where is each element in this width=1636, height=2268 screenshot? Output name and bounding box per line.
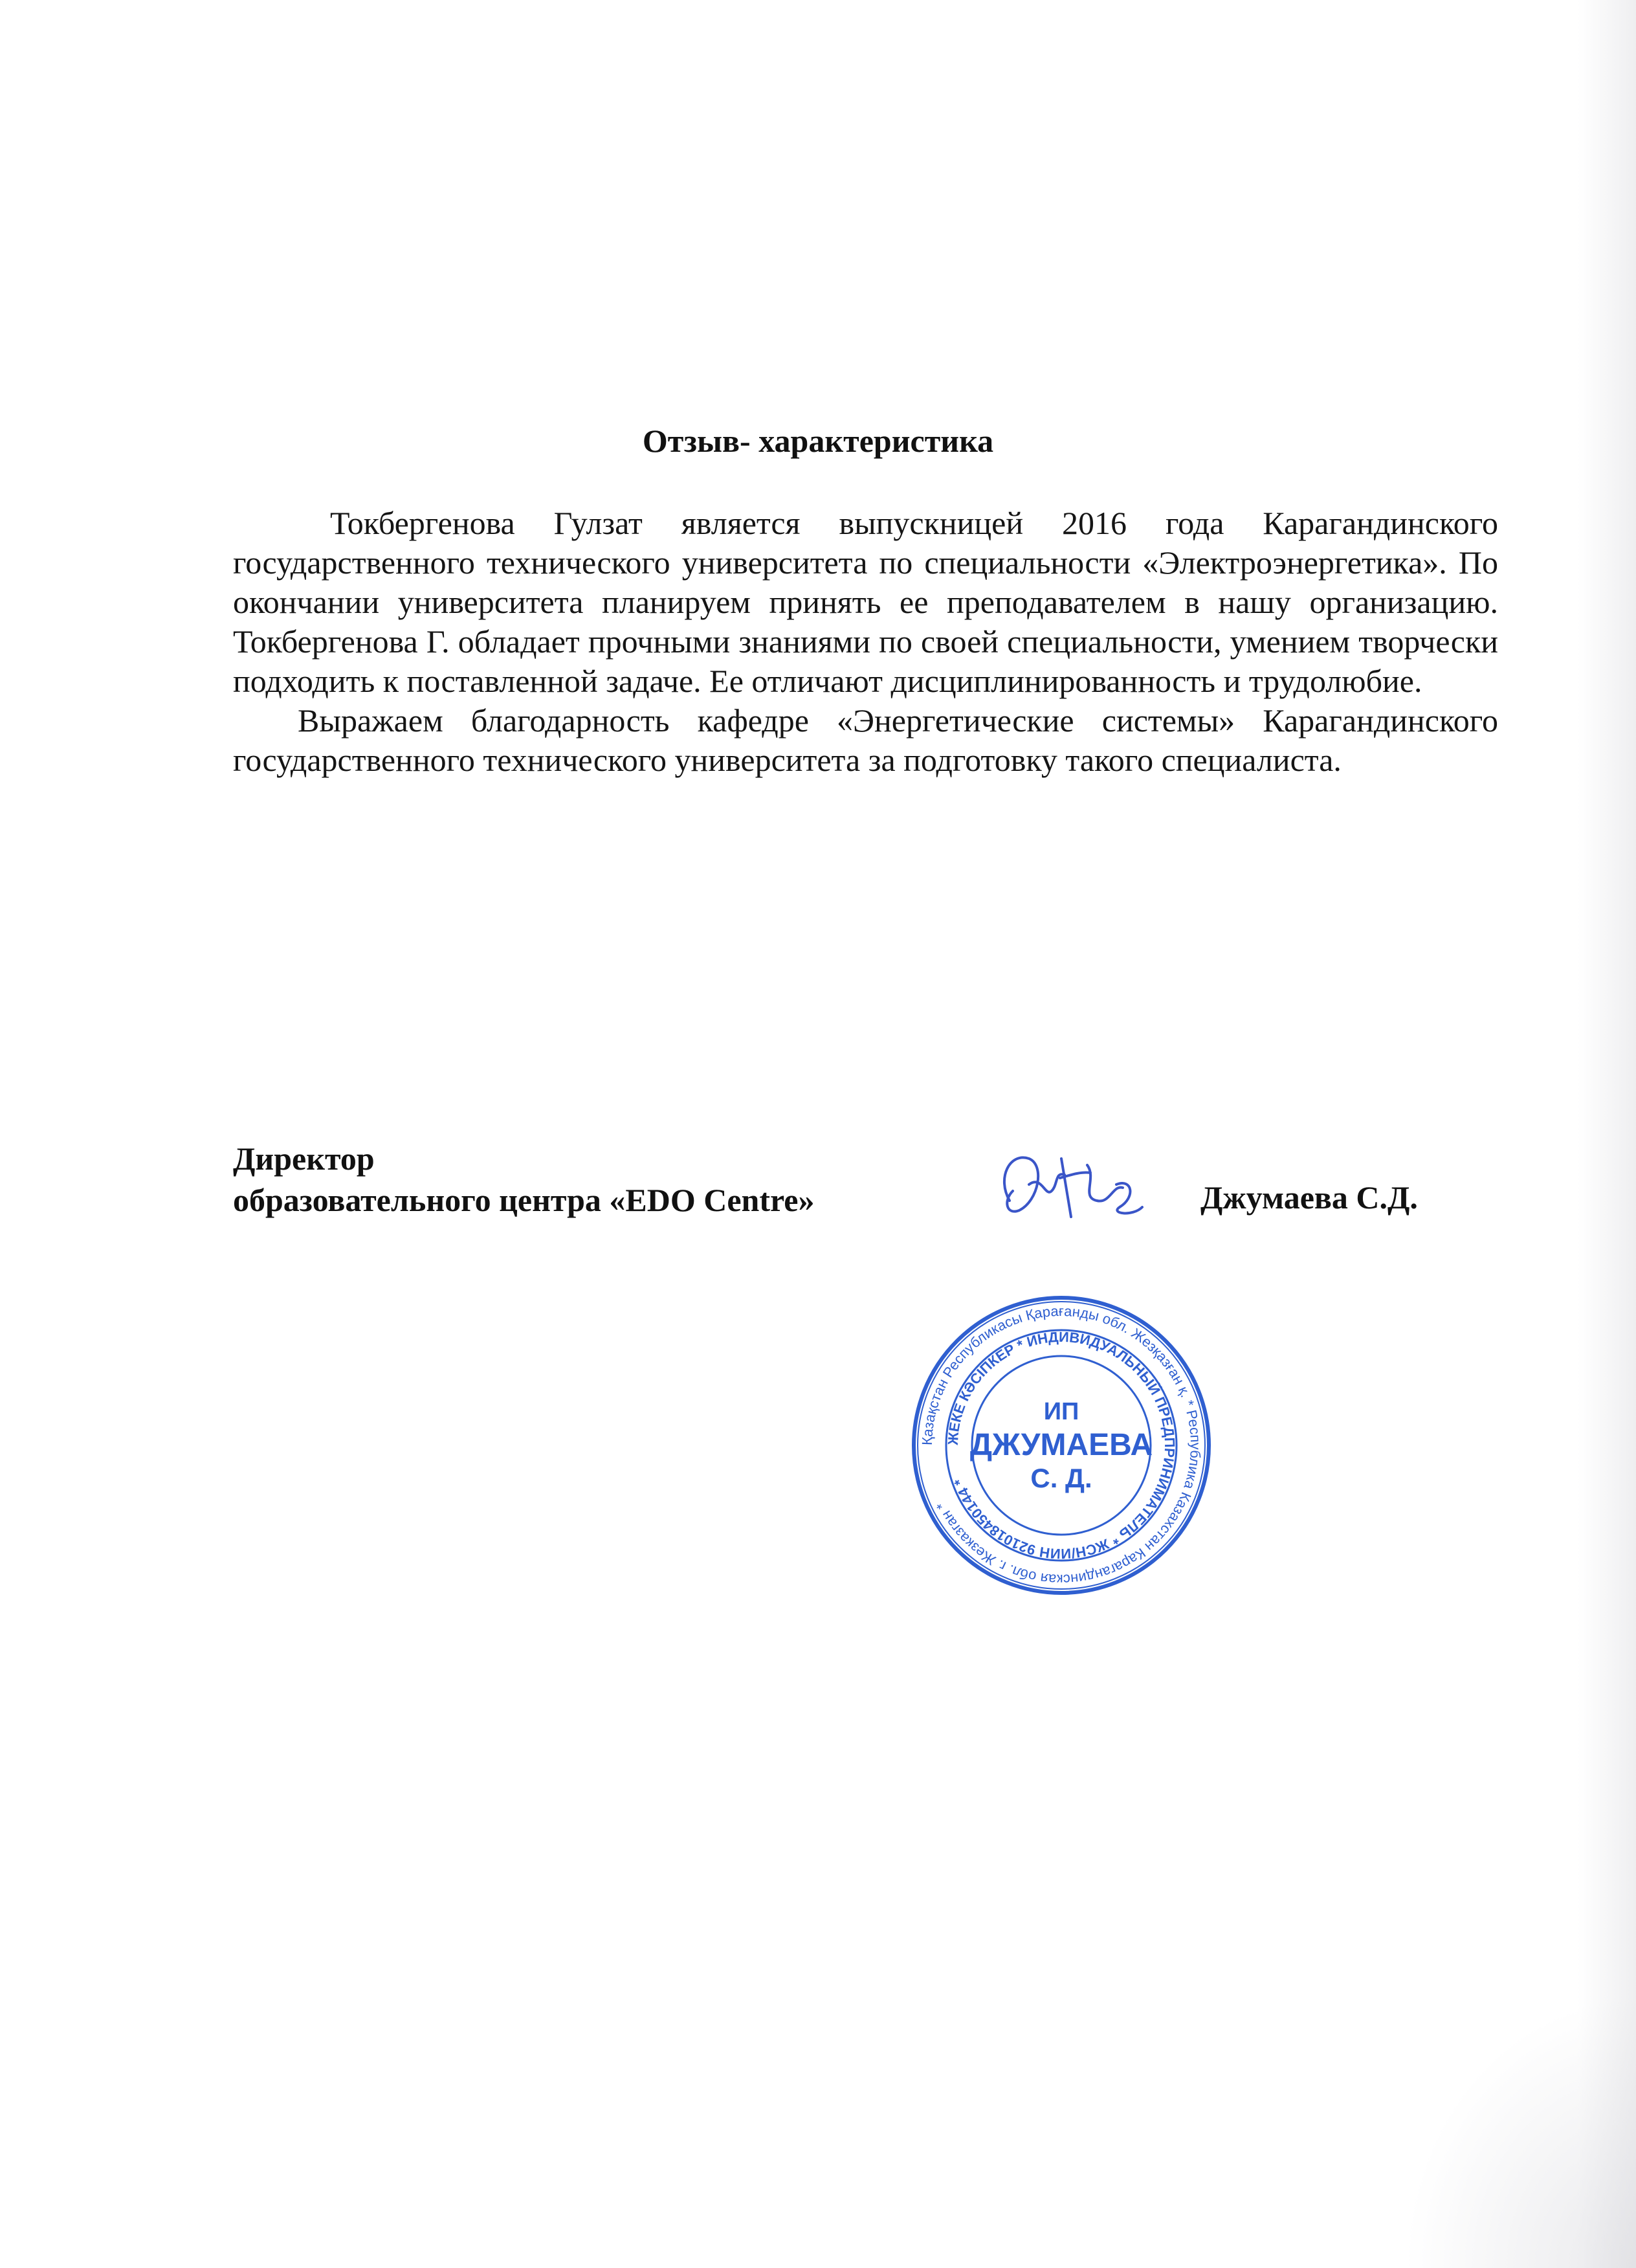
- paper-corner-shading: [1403, 1996, 1636, 2268]
- stamp-center-line-1: ИП: [1043, 1398, 1079, 1425]
- stamp-inner-ring-text: ЖЕКЕ КӘСІПКЕР * ИНДИВИДУАЛЬНЫЙ ПРЕДПРИНИМАТЕЛЬ * ЖСН/ИИН 921018450144 *: [944, 1328, 1178, 1562]
- signer-position: [233, 1138, 814, 1221]
- position-line-1: Директор: [233, 1140, 375, 1177]
- round-stamp: [909, 1293, 1213, 1597]
- stamp-center-line-2: ДЖУМАЕВА: [969, 1428, 1153, 1462]
- stamp-outer-ring-text: Қазақстан Республикасы Қарағанды обл. Жезқазған қ. * Республика Казахстан Карагандинская обл. г. Жезказган *: [918, 1302, 1204, 1588]
- body-paragraph-1: Токбергенова Гулзат является выпускницей 2016 года Карагандинского государственного технического университета по специальности «Электроэнергетика». По окончании университета планируем принять ее преподавателем в нашу организацию. Токбергенова Г. обладает прочными знаниями по своей специальности, умением творчески подходить к поставленной задаче. Ее отличают дисциплинированность и трудолюбие.: [233, 505, 1498, 699]
- body-paragraph-2: Выражаем благодарность кафедре «Энергетические системы» Карагандинского государственного технического университета за подготовку такого специалиста.: [233, 702, 1498, 778]
- document-title: Отзыв- характеристика: [642, 423, 994, 459]
- document-body: [233, 504, 1498, 780]
- handwritten-signature: [984, 1139, 1178, 1236]
- position-line-2: образовательного центра «EDO Centre»: [233, 1182, 815, 1218]
- stamp-center-line-3: С. Д.: [1030, 1463, 1092, 1493]
- paper-crease-shading: [1578, 0, 1636, 2268]
- signer-name: Джумаева С.Д.: [1200, 1179, 1418, 1216]
